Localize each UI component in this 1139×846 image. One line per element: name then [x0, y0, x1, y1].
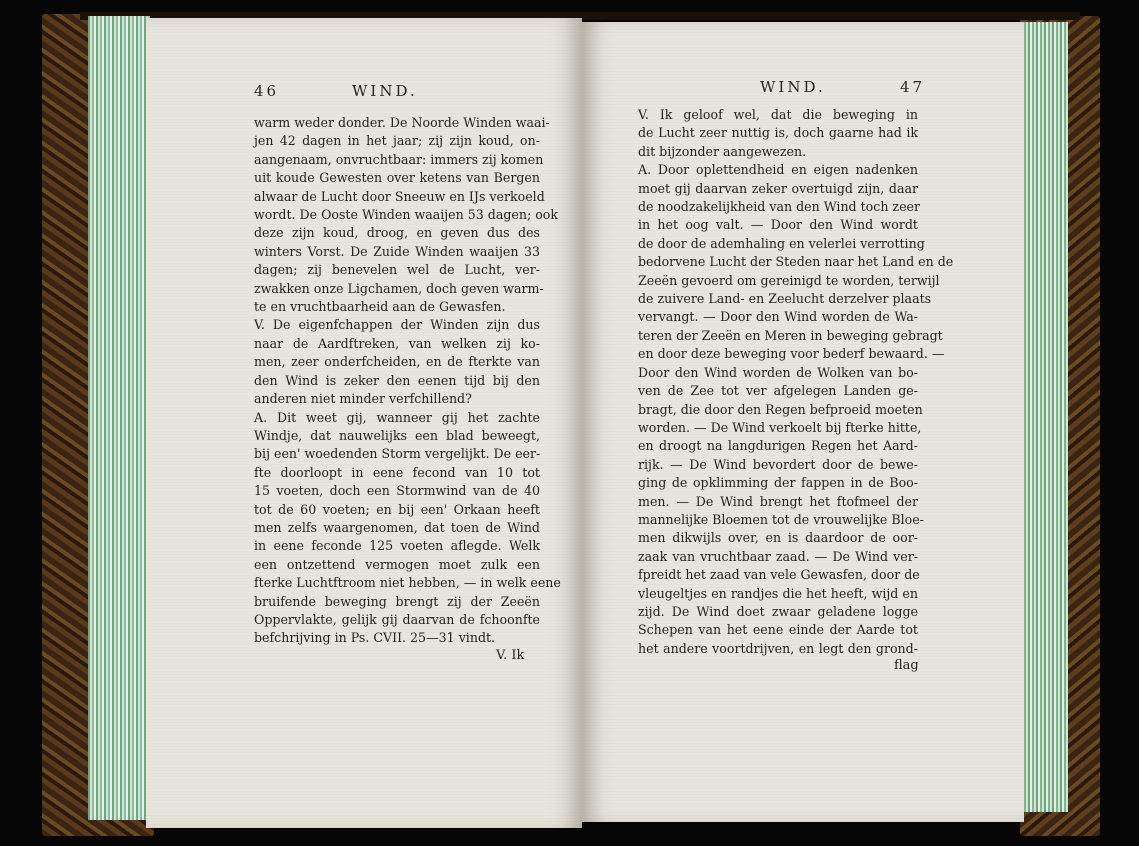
text-line: tot de 60 voeten; en bij een' Orkaan heeft: [254, 501, 540, 517]
left-body-text: [254, 114, 561, 648]
text-line: 15 voeten, doch een Stormwind van de 40: [254, 483, 540, 499]
text-line: A. Door oplettendheid en eigen nadenken: [638, 162, 918, 178]
text-line: mannelijke Bloemen tot de vrouwelijke Bloe-: [638, 511, 924, 527]
text-line: een ontzettend vermogen moet zulk een: [254, 556, 540, 572]
text-line: men zelfs waargenomen, dat toen de Wind: [254, 519, 540, 535]
text-line: teren der Zeeën en Meren in beweging gebragt: [638, 327, 943, 343]
text-line: dit bijzonder aangewezen.: [638, 143, 807, 159]
text-line: en door deze beweging voor bederf bewaard. —: [638, 346, 945, 362]
text-line: fte doorloopt in eene fecond van 10 tot: [254, 464, 540, 480]
text-line: bedorvene Lucht der Steden naar het Land en de: [638, 254, 954, 270]
text-line: warm weder donder. De Noorde Winden waai-: [254, 115, 550, 130]
text-line: befchrijving in Ps. CVII. 25—31 vindt.: [254, 630, 496, 646]
text-line: V. De eigenfchappen der Winden zijn dus: [254, 317, 540, 333]
text-line: vleugeltjes en randjes die het heeft, wijd en: [638, 585, 918, 601]
text-line: de Lucht zeer nuttig is, doch gaarne had ik: [638, 125, 918, 141]
page-edges-right: [1022, 22, 1068, 812]
text-line: in het oog valt. — Door den Wind wordt: [638, 217, 918, 233]
text-line: fpreidt het zaad van vele Gewasfen, door de: [638, 567, 920, 583]
text-line: en droogt na langdurigen Regen het Aard-: [638, 438, 918, 454]
text-line: alwaar de Lucht door Sneeuw en IJs verkoeld: [254, 188, 545, 204]
text-line: ven de Zee tot ver afgelegen Landen ge-: [638, 383, 918, 399]
text-line: deze zijn koud, droog, en geven dus des: [254, 225, 540, 241]
right-catchword: flag: [894, 658, 919, 673]
text-line: wordt. De Ooste Winden waaijen 53 dagen; ook: [254, 207, 559, 223]
right-running-head: WIND.: [760, 78, 826, 96]
text-line: Oppervlakte, gelijk gij daarvan de fchoonfte: [254, 611, 540, 627]
text-line: Schepen van het eene einde der Aarde tot: [638, 622, 918, 638]
text-line: bruifende beweging brengt zij der Zeeën: [254, 593, 540, 609]
text-line: te en vruchtbaarheid aan de Gewasfen.: [254, 299, 506, 315]
text-line: naar de Aardftreken, van welken zij ko-: [254, 335, 540, 351]
text-line: A. Dit weet gij, wanneer gij het zachte: [254, 409, 540, 425]
text-line: Windje, dat nauwelijks een blad beweegt,: [254, 427, 540, 443]
right-body-text: [638, 106, 954, 658]
text-line: men. — De Wind brengt het ftofmeel der: [638, 493, 918, 509]
left-catchword: V. Ik: [496, 648, 525, 663]
text-line: Zeeën gevoerd om gereinigd te worden, terwijl: [638, 272, 940, 288]
text-line: zaak van vruchtbaar zaad. — De Wind ver-: [638, 548, 918, 564]
text-line: men dikwijls over, en is daardoor de oor-: [638, 530, 918, 546]
text-line: zwakken onze Ligchamen, doch geven warm-: [254, 280, 544, 296]
text-line: jen 42 dagen in het jaar; zij zijn koud, on-: [254, 133, 540, 149]
text-line: dagen; zij benevelen wel de Lucht, ver-: [254, 262, 540, 278]
text-line: rijk. — De Wind bevordert door de bewe-: [638, 456, 918, 472]
text-line: Door den Wind worden de Wolken van bo-: [638, 364, 918, 380]
text-line: het andere voortdrijven, en legt den grond-: [638, 640, 918, 656]
text-line: bragt, die door den Regen befproeid moeten: [638, 401, 923, 417]
text-line: winters Vorst. De Zuide Winden waaijen 33: [254, 243, 540, 259]
text-line: men, zeer onderfcheiden, en de fterkte van: [254, 354, 540, 370]
text-line: uit koude Gewesten over ketens van Bergen: [254, 170, 540, 186]
text-line: V. Ik geloof wel, dat die beweging in: [638, 107, 918, 122]
text-line: worden. — De Wind verkoelt bij fterke hitte,: [638, 419, 922, 435]
text-line: de door de ademhaling en velerlei verrotting: [638, 235, 925, 251]
right-page: [582, 22, 1024, 822]
left-page-number: 46: [254, 82, 280, 100]
left-page: [146, 18, 582, 828]
text-line: in eene feconde 125 voeten aflegde. Welk: [254, 538, 540, 554]
text-line: moet gij daarvan zeker overtuigd zijn, daar: [638, 180, 918, 196]
text-line: ging de opklimming der fappen in de Boo-: [638, 475, 918, 491]
text-line: zijd. De Wind doet zwaar geladene logge: [638, 603, 918, 619]
text-line: de noodzakelijkheid van den Wind toch zeer: [638, 199, 920, 215]
text-line: de zuivere Land- en Zeelucht derzelver plaats: [638, 291, 932, 307]
left-running-head: WIND.: [352, 82, 418, 100]
right-page-number: 47: [900, 78, 926, 96]
text-line: anderen niet minder verfchillend?: [254, 391, 472, 407]
text-line: vervangt. — Door den Wind worden de Wa-: [638, 309, 918, 325]
text-line: den Wind is zeker den eenen tijd bij den: [254, 372, 540, 388]
page-edges-left: [88, 16, 150, 820]
text-line: fterke Luchtftroom niet hebben, — in welk eene: [254, 575, 561, 591]
text-line: bij een' woedenden Storm vergelijkt. De eer-: [254, 446, 541, 462]
text-line: aangenaam, onvruchtbaar: immers zij komen: [254, 151, 544, 167]
